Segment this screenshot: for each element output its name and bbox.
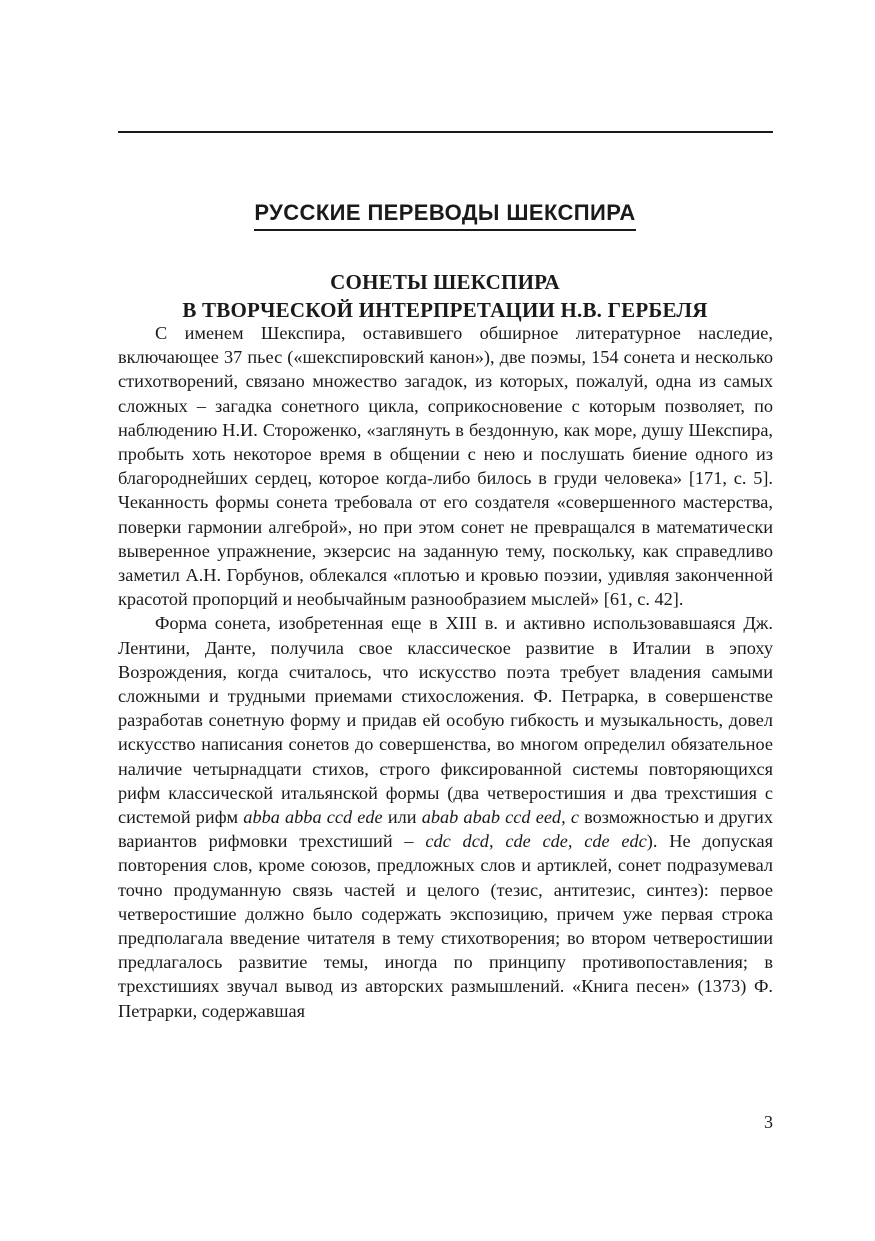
section-title xyxy=(0,268,875,324)
page-number: 3 xyxy=(764,1112,773,1132)
paragraph-1 xyxy=(118,321,773,611)
rhyme-scheme-2: abab abab ccd eed, c xyxy=(421,807,579,828)
chapter-title xyxy=(0,200,875,231)
paragraph-1-text: С именем Шекспира, оставившего обширное литературное наследие, включающее 37 пьес («шекспировский канон»), две поэмы, 154 сонета и несколько стихотворений, связано множество загадок, из которых, пожалуй, одна из самых сложных – загадка сонетного цикла, соприкосновение с которым позволяет, по наблюдению Н.И. Стороженко, «заглянуть в бездонную, как море, душу Шекспира, пробыть хоть некоторое время в общении с нею и послушать биение одного из благороднейших сердец, которое когда-либо билось в груди человека» [171, с. 5]. Чеканность формы сонета требовала от его создателя «совершенного мастерства, поверки гармонии алгеброй», но при этом сонет не превращался в математически выверенное упражнение, экзерсис на заданную тему, поскольку, как справедливо заметил А.Н. Горбунов, облекался «плотью и кровью поэзии, удивляя законченной красотой пропорций и необычайным разнообразием мыслей» [61, с. 42]. xyxy=(118,323,773,610)
rhyme-scheme-3: cdc dcd, cde cde, cde edc xyxy=(425,831,647,852)
chapter-title-text: РУССКИЕ ПЕРЕВОДЫ ШЕКСПИРА xyxy=(254,200,635,231)
paragraph-2-text-c: возможностью и других вариантов рифмовки трехстиший – xyxy=(118,807,773,852)
paragraph-2-text-d: ). Не допуская повторения слов, кроме союзов, предложных слов и артиклей, сонет подразумевал точно продуманную связь частей и целого (тезис, антитезис, синтез): первое четверостишие должно было содержать экспозицию, причем уже первая строка предполагала введение читателя в тему стихотворения; во втором четверостишии предлагалось развитие темы, иногда по принципу противопоставления; в трехстишиях звучал вывод из авторских размышлений. «Книга песен» (1373) Ф. Петрарки, содержавшая xyxy=(118,831,773,1021)
rhyme-scheme-1: abba abba ccd ede xyxy=(243,807,383,828)
section-title-line-1: СОНЕТЫ ШЕКСПИРА xyxy=(330,270,560,294)
paragraph-2-text-b: или xyxy=(382,807,422,828)
section-title-line-2: В ТВОРЧЕСКОЙ ИНТЕРПРЕТАЦИИ Н.В. ГЕРБЕЛЯ xyxy=(182,298,708,322)
paragraph-2-text-a: Форма сонета, изобретенная еще в XIII в. и активно использовавшаяся Дж. Лентини, Данте, получила свое классическое развитие в Италии в эпоху Возрождения, когда считалось, что искусство поэта требует владения самыми сложными и трудными приемами стихосложения. Ф. Петрарка, в совершенстве разработав сонетную форму и придав ей особую гибкость и музыкальность, довел искусство написания сонетов до совершенства, во многом определил обязательное наличие четырнадцати стихов, строго фиксированной системы повторяющихся рифм классической итальянской формы (два четверостишия и два трехстишия с системой рифм xyxy=(118,613,773,828)
body-text xyxy=(118,321,773,1023)
header-rule xyxy=(118,131,773,133)
paragraph-2 xyxy=(118,611,773,1022)
